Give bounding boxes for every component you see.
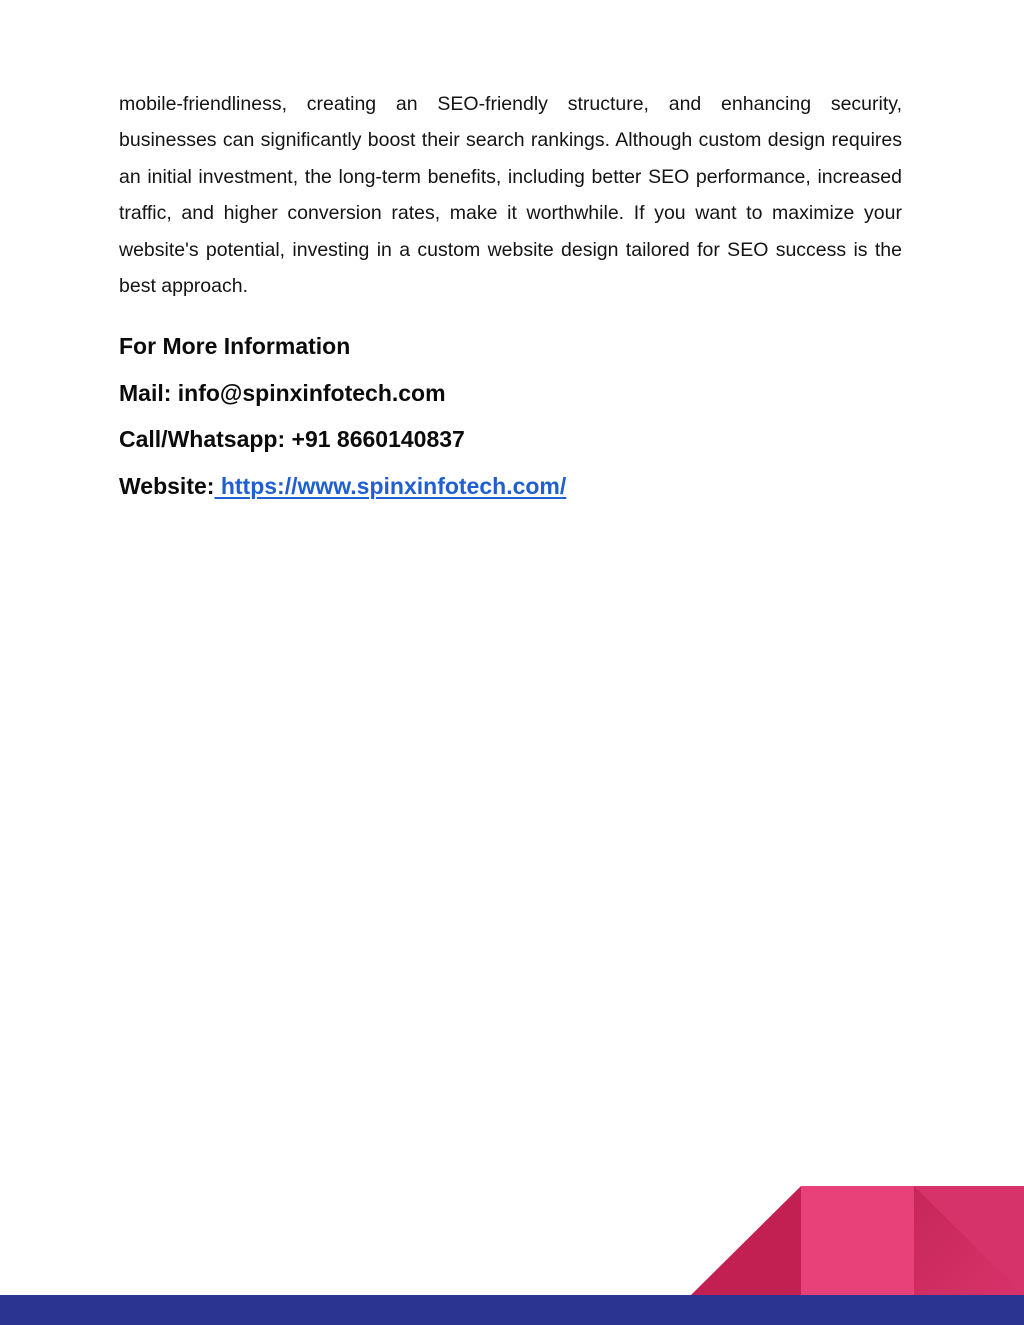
mail-address: info@spinxinfotech.com [177, 379, 446, 406]
phone-number: +91 8660140837 [291, 426, 465, 453]
phone-line [119, 416, 902, 463]
pink-block [801, 1186, 914, 1295]
body-paragraph: mobile-friendliness, creating an SEO-friendly structure, and enhancing security, businesses can significantly boost their search rankings. Although custom design requires an initial investment, the long-term benefits, including better SEO performance, increased traffic, and higher conversion rates, make it worthwhile. If you want to maximize your website's potential, investing in a custom website design tailored for SEO success is the best approach. [119, 93, 902, 298]
website-link[interactable]: https://www.spinxinfotech.com/ [214, 472, 567, 499]
website-label: Website: [119, 472, 215, 499]
phone-label: Call/Whatsapp: [119, 426, 292, 453]
footer-bar [0, 1295, 1024, 1325]
contact-section [119, 323, 902, 509]
crimson-triangle [691, 1186, 801, 1295]
website-line [119, 463, 902, 510]
contact-heading: For More Information [119, 333, 351, 360]
mail-label: Mail: [119, 379, 178, 406]
mail-line [119, 370, 902, 417]
page-content [119, 86, 902, 509]
footer-decoration [0, 1183, 1024, 1325]
